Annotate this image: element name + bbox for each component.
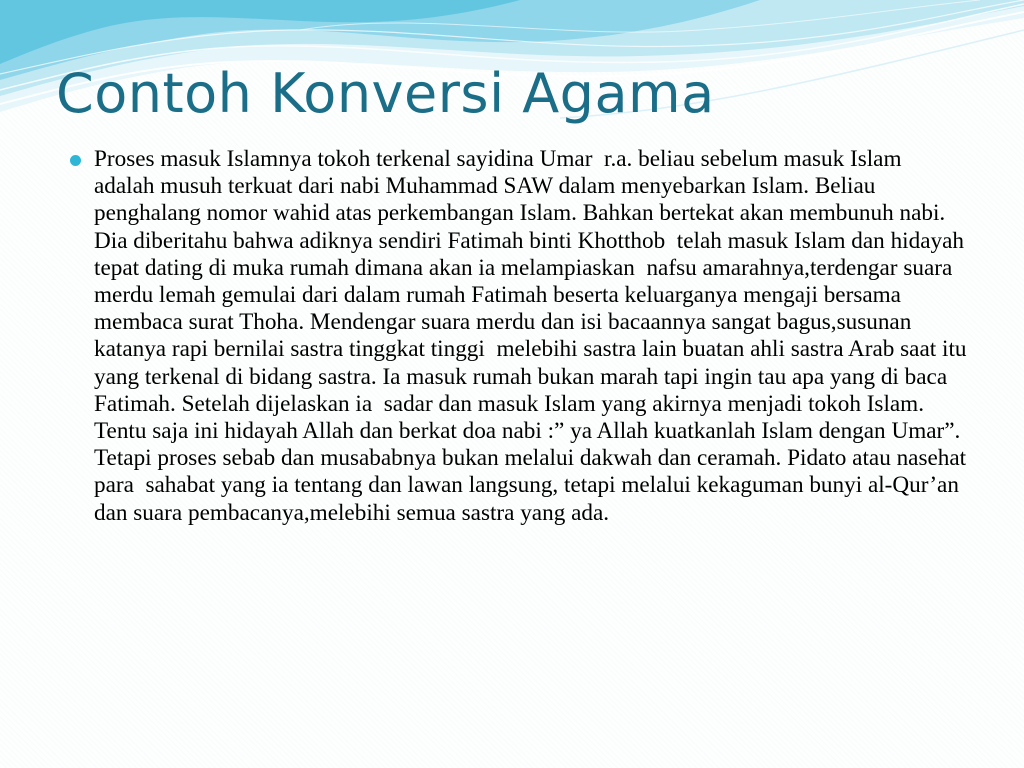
bullet-list xyxy=(70,146,973,527)
bullet-item xyxy=(70,146,973,527)
slide-title: Contoh Konversi Agama xyxy=(56,62,715,125)
bullet-text: Proses masuk Islamnya tokoh terkenal sayidina Umar r.a. beliau sebelum masuk Islam adalah musuh terkuat dari nabi Muhammad SAW dalam menyebarkan Islam. Beliau penghalang nomor wahid atas perkembangan Islam. Bahkan bertekat akan membunuh nabi. Dia diberitahu bahwa adiknya sendiri Fatimah binti Khotthob telah masuk Islam dan hidayah tepat dating di muka rumah dimana akan ia melampiaskan nafsu amarahnya,terdengar suara merdu lemah gemulai dari dalam rumah Fatimah beserta keluarganya mengaji bersama membaca surat Thoha. Mendengar suara merdu dan isi bacaannya sangat bagus,susunan katanya rapi bernilai sastra tinggkat tinggi melebihi sastra lain buatan ahli sastra Arab saat itu yang terkenal di bidang sastra. Ia masuk rumah bukan marah tapi ingin tau apa yang di baca Fatimah. Setelah dijelaskan ia sadar dan masuk Islam yang akirnya menjadi tokoh Islam. Tentu saja ini hidayah Allah dan berkat doa nabi :” ya Allah kuatkanlah Islam dengan Umar”. Tetapi proses sebab dan musababnya bukan melalui dakwah dan ceramah. Pidato atau nasehat para sahabat yang ia tentang dan lawan langsung, tetapi melalui kekaguman bunyi al-Qur’an dan suara pembacanya,melebihi semua sastra yang ada. xyxy=(94,146,973,526)
bullet-dot-icon xyxy=(70,155,81,166)
